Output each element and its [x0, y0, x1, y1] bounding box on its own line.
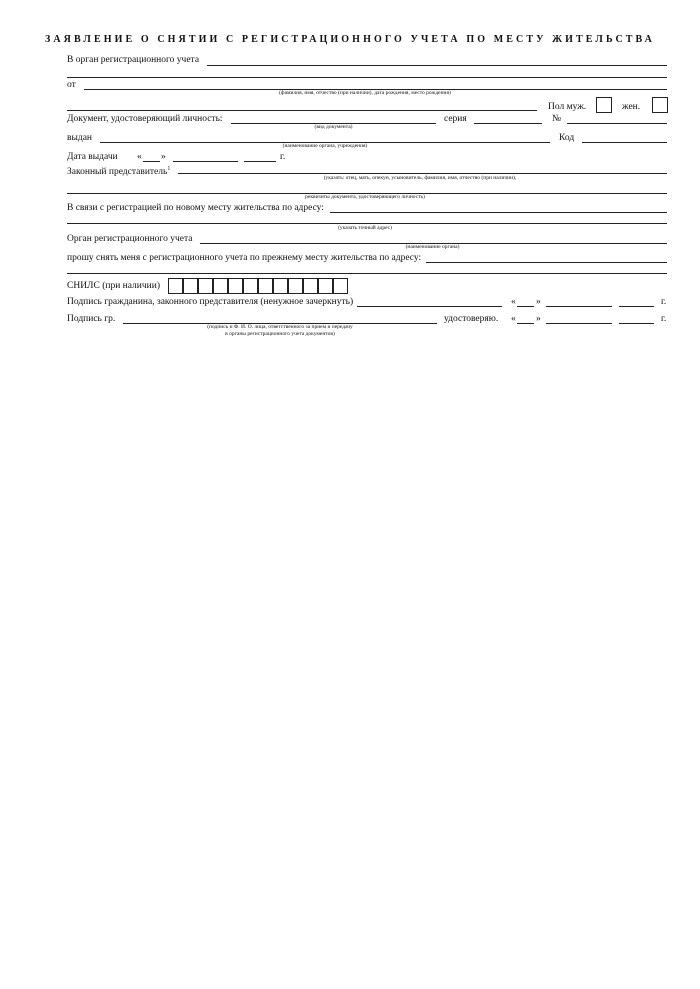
citizen-year-field[interactable]	[619, 306, 654, 307]
old-address-field[interactable]	[426, 262, 667, 263]
snils-cell[interactable]	[258, 278, 273, 294]
gender-male-label: Пол муж.	[548, 102, 587, 112]
citizen-day-close: »	[536, 297, 541, 307]
snils-label: СНИЛС (при наличии)	[67, 281, 160, 291]
issue-month-field[interactable]	[173, 161, 238, 162]
snils-cell[interactable]	[168, 278, 183, 294]
certify-label: удостоверяю.	[444, 314, 499, 324]
snils-cell[interactable]	[198, 278, 213, 294]
representative-footnote: 1	[167, 166, 171, 172]
official-day-field[interactable]	[517, 323, 534, 324]
snils-cell[interactable]	[183, 278, 198, 294]
registration-organ-caption: (наименование органа)	[405, 244, 460, 250]
new-address-caption: (указать точный адрес)	[338, 225, 392, 231]
form-title: ЗАЯВЛЕНИЕ О СНЯТИИ С РЕГИСТРАЦИОННОГО УЧЕТА ПО МЕСТУ ЖИТЕЛЬСТВА	[44, 34, 655, 45]
citizen-day-open: «	[511, 297, 516, 307]
organ-field[interactable]	[207, 65, 667, 66]
gender-male-checkbox[interactable]	[596, 97, 612, 113]
organ-label: В орган регистрационного учета	[67, 55, 200, 65]
new-address-field[interactable]	[330, 212, 667, 213]
issue-year-suffix: г.	[280, 152, 286, 162]
snils-cell[interactable]	[273, 278, 288, 294]
from-caption: (фамилия, имя, отчество (при наличии), дата рождения, место рождения)	[279, 90, 451, 96]
series-label: серия	[444, 114, 467, 124]
signature-citizen-label: Подпись гражданина, законного представителя (ненужное зачеркнуть)	[67, 297, 354, 307]
series-field[interactable]	[474, 123, 542, 124]
old-address-field-line2[interactable]	[67, 273, 667, 274]
official-day-close: »	[536, 314, 541, 324]
snils-cell[interactable]	[213, 278, 228, 294]
official-year-field[interactable]	[619, 323, 654, 324]
issued-caption: (наименование органа, учреждения)	[282, 143, 368, 149]
snils-cell[interactable]	[318, 278, 333, 294]
number-label: №	[552, 114, 562, 124]
citizen-day-field[interactable]	[517, 306, 534, 307]
snils-cell[interactable]	[228, 278, 243, 294]
gender-female-checkbox[interactable]	[652, 97, 668, 113]
code-field[interactable]	[582, 142, 667, 143]
new-address-field-line2[interactable]	[67, 223, 667, 224]
document-label: Документ, удостоверяющий личность:	[67, 114, 223, 124]
registration-organ-label: Орган регистрационного учета	[67, 234, 193, 244]
issue-date-label: Дата выдачи	[67, 152, 118, 162]
official-caption-line2: в органы регистрационного учета документов)	[225, 331, 335, 337]
document-caption: (вид документа)	[314, 124, 353, 130]
gender-female-label: жен.	[622, 102, 641, 112]
snils-cell[interactable]	[303, 278, 318, 294]
official-month-field[interactable]	[546, 323, 612, 324]
issued-label: выдан	[67, 133, 93, 143]
from-field-line2[interactable]	[67, 110, 537, 111]
code-label: Код	[559, 133, 575, 143]
representative-doc-caption: реквизиты документа, удостоверяющего личность)	[305, 194, 425, 200]
snils-cell[interactable]	[288, 278, 303, 294]
citizen-month-field[interactable]	[546, 306, 612, 307]
issue-year-field[interactable]	[244, 161, 276, 162]
snils-cell[interactable]	[243, 278, 258, 294]
citizen-year-suffix: г.	[661, 297, 667, 307]
issue-day-open: «	[137, 152, 142, 162]
number-field[interactable]	[567, 123, 667, 124]
issue-day-close: »	[161, 152, 166, 162]
official-caption-line1: (подпись и Ф. И. О. лица, ответственного за прием и передачу	[207, 324, 353, 330]
snils-cell[interactable]	[333, 278, 348, 294]
representative-field[interactable]	[178, 173, 667, 174]
request-label: прошу снять меня с регистрационного учета по прежнему месту жительства по адресу:	[67, 253, 422, 263]
official-day-open: «	[511, 314, 516, 324]
organ-field-line2[interactable]	[67, 77, 667, 78]
representative-label: Законный представитель$^1$	[67, 166, 171, 178]
new-address-label: В связи с регистрацией по новому месту жительства по адресу:	[67, 203, 324, 213]
signature-citizen-field[interactable]	[357, 306, 502, 307]
representative-caption: (указать: отец, мать, опекун, усыновитель, фамилия, имя, отчество (при наличии),	[323, 175, 517, 181]
official-year-suffix: г.	[661, 314, 667, 324]
from-label: от	[67, 80, 76, 90]
signature-official-label: Подпись гр.	[67, 314, 116, 324]
issue-day-field[interactable]	[143, 161, 160, 162]
